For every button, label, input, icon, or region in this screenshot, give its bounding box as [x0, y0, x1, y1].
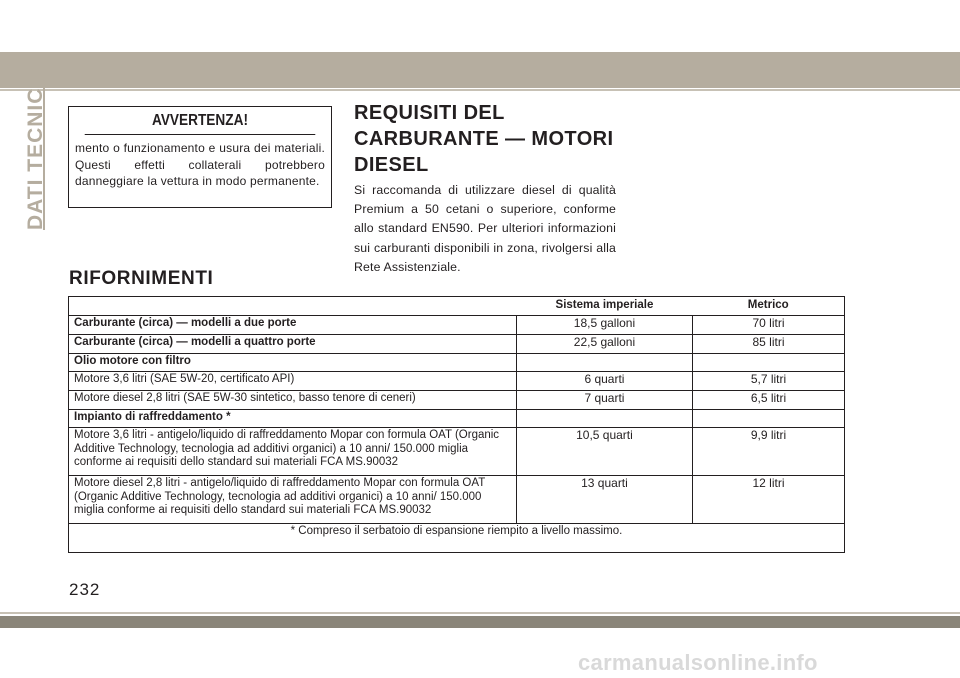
table-row	[69, 428, 845, 476]
header-rule	[0, 89, 960, 91]
row-metric: 5,7 litri	[693, 372, 845, 391]
table-row	[69, 476, 845, 524]
fuel-requirements-title: REQUISITI DEL CARBURANTE — MOTORI DIESEL	[354, 102, 614, 176]
row-metric: 85 litri	[693, 335, 845, 354]
row-label: Motore 3,6 litri - antigelo/liquido di raffreddamento Mopar con formula OAT (Organic Additive Technology, tecnologia ad additivi organici) a 10 anni/ 150.000 miglia conforme ai requisiti dello standard sui materiali FCA MS.90032	[69, 428, 517, 476]
row-metric: 12 litri	[693, 476, 845, 524]
row-label: Carburante (circa) — modelli a due porte	[69, 316, 517, 335]
page-number: 232	[69, 580, 101, 599]
table-footnote-row	[69, 524, 845, 553]
warning-body: mento o funzionamento e usura dei materiali. Questi effetti collaterali potrebbero danneggiare la vettura in modo permanente.	[75, 141, 325, 188]
row-metric: 6,5 litri	[693, 391, 845, 410]
table-footnote: * Compreso il serbatoio di espansione riempito a livello massimo.	[69, 524, 845, 553]
row-imperial	[516, 410, 692, 428]
capacities-table	[68, 296, 845, 553]
row-label: Impianto di raffreddamento *	[69, 410, 517, 428]
row-imperial: 7 quarti	[516, 391, 692, 410]
table-row	[69, 316, 845, 335]
section-sidebar-label: DATI TECNICI	[24, 80, 47, 230]
row-metric: 70 litri	[693, 316, 845, 335]
header-band	[0, 52, 960, 88]
warning-box	[68, 106, 332, 208]
warning-title: AVVERTENZA!	[85, 107, 316, 135]
row-label: Motore diesel 2,8 litri (SAE 5W-30 sintetico, basso tenore di ceneri)	[69, 391, 517, 410]
table-row	[69, 391, 845, 410]
row-metric: 9,9 litri	[693, 428, 845, 476]
table-row	[69, 354, 845, 372]
table-header-row	[69, 297, 845, 316]
row-label: Motore 3,6 litri (SAE 5W-20, certificato API)	[69, 372, 517, 391]
fuel-requirements-body: Si raccomanda di utilizzare diesel di qualità Premium a 50 cetani o superiore, conforme allo standard EN590. Per ulteriori informazioni sui carburanti disponibili in zona, rivolgersi alla Rete Assistenziale.	[354, 183, 616, 274]
footer-rule	[0, 612, 960, 614]
column-header-item	[69, 297, 517, 316]
watermark: carmanualsonline.info	[578, 650, 818, 675]
column-header-metric: Metrico	[693, 297, 845, 316]
row-label: Carburante (circa) — modelli a quattro porte	[69, 335, 517, 354]
table-row	[69, 335, 845, 354]
column-header-imperial: Sistema imperiale	[516, 297, 692, 316]
row-metric	[693, 410, 845, 428]
row-label: Motore diesel 2,8 litri - antigelo/liquido di raffreddamento Mopar con formula OAT (Organic Additive Technology, tecnologia ad additivi organici) a 10 anni/ 150.000 miglia conforme ai requisiti dello standard sui materiali FCA MS.90032	[69, 476, 517, 524]
row-label: Olio motore con filtro	[69, 354, 517, 372]
row-imperial: 13 quarti	[516, 476, 692, 524]
table-row	[69, 372, 845, 391]
row-imperial	[516, 354, 692, 372]
table-row	[69, 410, 845, 428]
row-imperial: 10,5 quarti	[516, 428, 692, 476]
row-imperial: 18,5 galloni	[516, 316, 692, 335]
footer-band	[0, 616, 960, 628]
rifornimenti-title: RIFORNIMENTI	[69, 268, 214, 289]
row-metric	[693, 354, 845, 372]
row-imperial: 22,5 galloni	[516, 335, 692, 354]
row-imperial: 6 quarti	[516, 372, 692, 391]
